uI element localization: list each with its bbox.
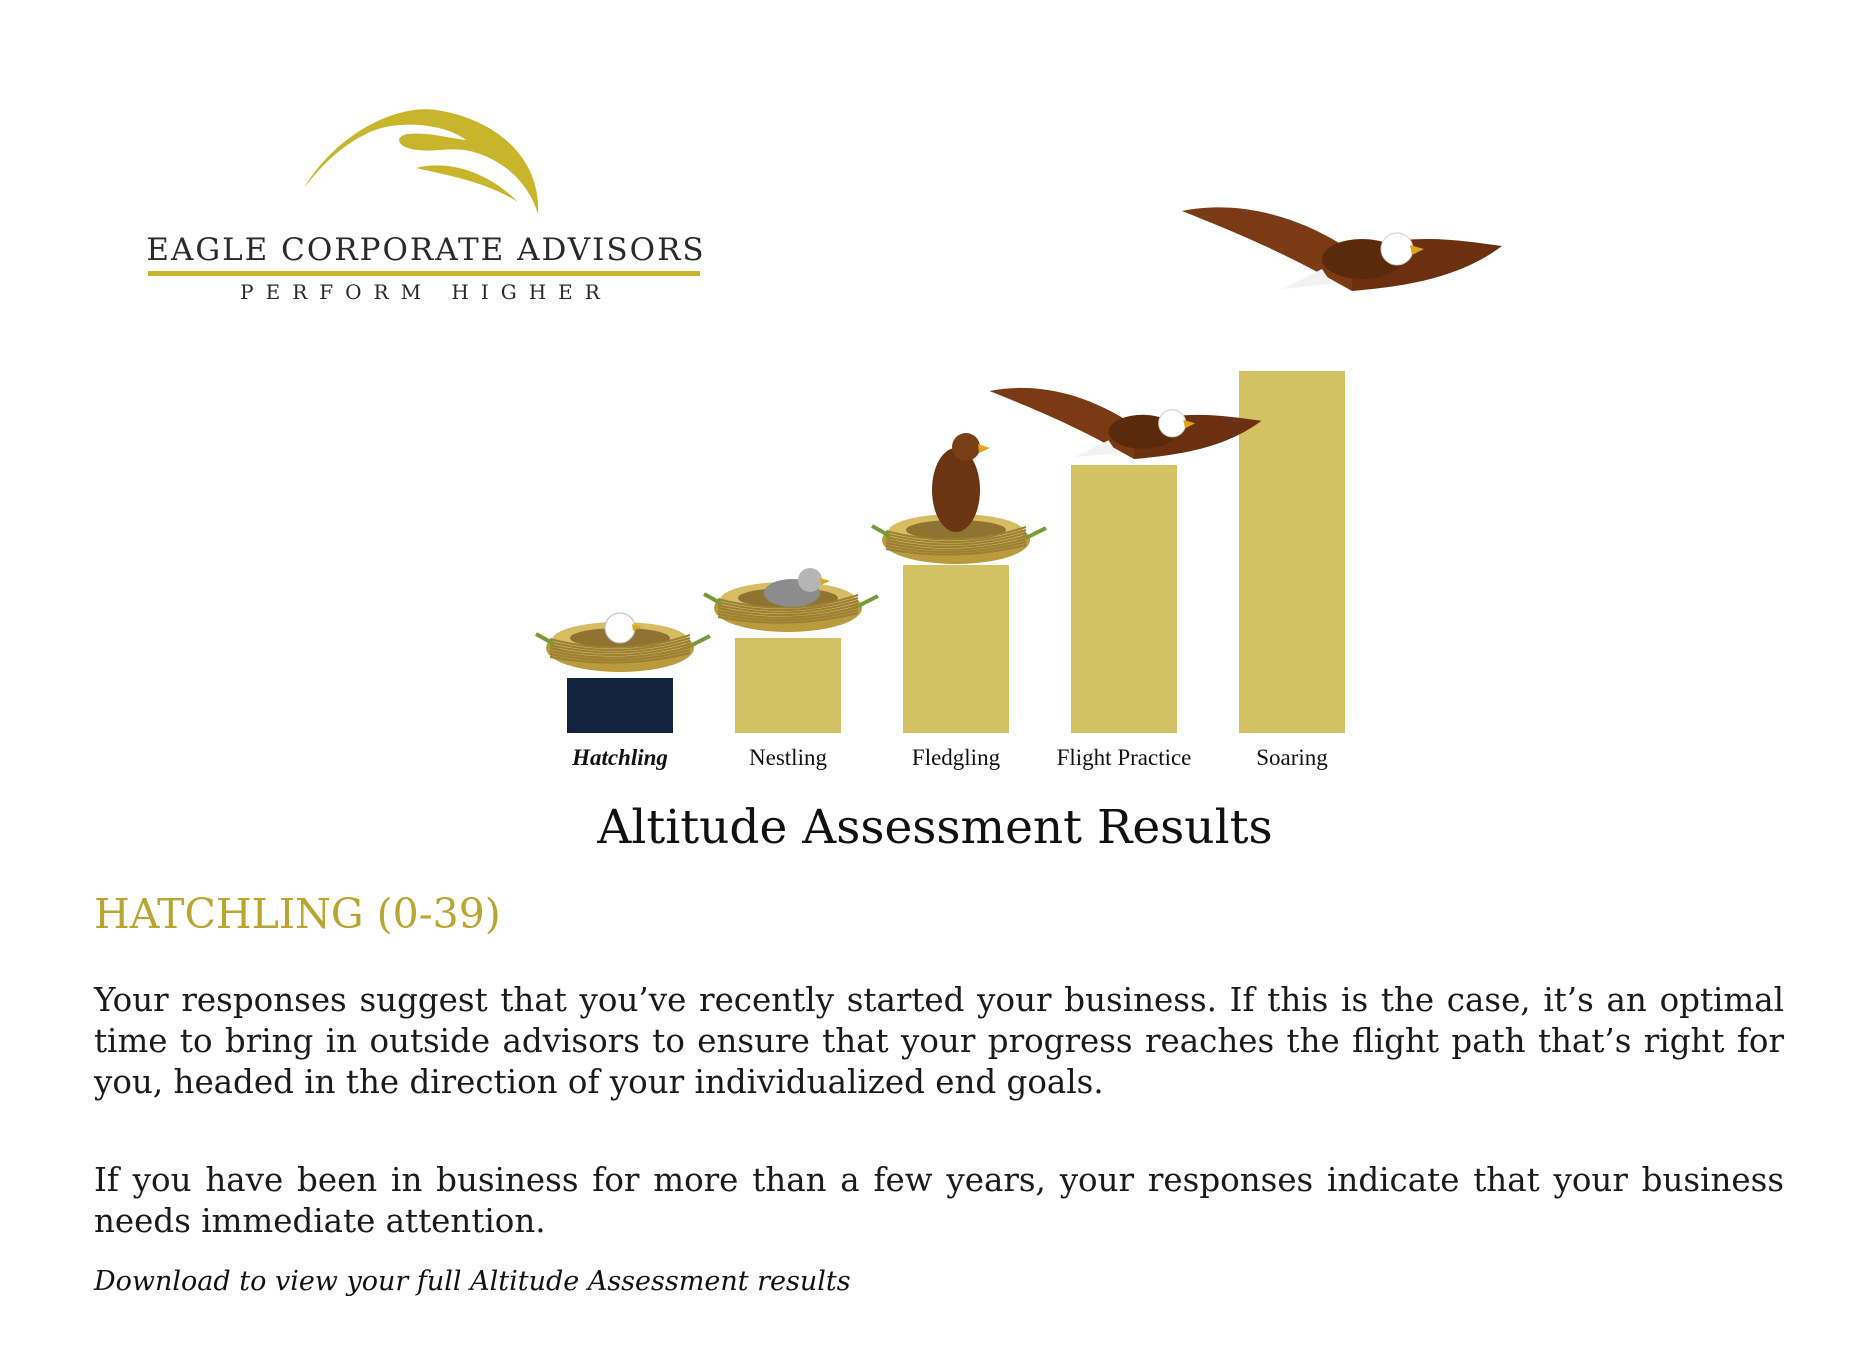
fledgling-on-nest-icon bbox=[872, 433, 1046, 564]
altitude-chart-svg bbox=[530, 190, 1560, 780]
hatchling-in-nest-icon bbox=[536, 613, 710, 672]
result-paragraph-2: If you have been in business for more than a few years, your responses indicate that your business needs immediate attention. bbox=[94, 1161, 1784, 1240]
bar-nestling bbox=[735, 638, 841, 733]
stage-label-fledgling: Fledgling bbox=[911, 745, 1001, 770]
bar-hatchling bbox=[567, 678, 673, 733]
stage-label-soaring: Soaring bbox=[1256, 745, 1328, 770]
download-results-link[interactable]: Download to view your full Altitude Assessment results bbox=[94, 1266, 851, 1297]
brand-tagline: PERFORM HIGHER bbox=[240, 280, 612, 304]
stage-label-nestling: Nestling bbox=[749, 745, 827, 770]
stage-label-hatchling: Hatchling bbox=[572, 745, 668, 770]
brand-name: EAGLE CORPORATE ADVISORS bbox=[146, 232, 706, 268]
stage-label-flight-practice: Flight Practice bbox=[1056, 745, 1192, 770]
eagle-taking-off-icon bbox=[990, 388, 1262, 459]
bar-flight-practice bbox=[1071, 465, 1177, 733]
result-paragraph-1: Your responses suggest that you’ve recently started your business. If this is the case, it’s an optimal time to bring in outside advisors to ensure that your progress reaches the flight path that’s right for you, headed in the direction of your individualized end goals. bbox=[94, 981, 1784, 1101]
nestling-in-nest-icon bbox=[704, 568, 878, 632]
results-title: Altitude Assessment Results bbox=[597, 800, 1273, 855]
bar-fledgling bbox=[903, 565, 1009, 733]
level-heading: HATCHLING (0-39) bbox=[94, 890, 501, 938]
eagle-soaring-icon bbox=[1182, 207, 1502, 291]
altitude-chart bbox=[530, 190, 1560, 780]
